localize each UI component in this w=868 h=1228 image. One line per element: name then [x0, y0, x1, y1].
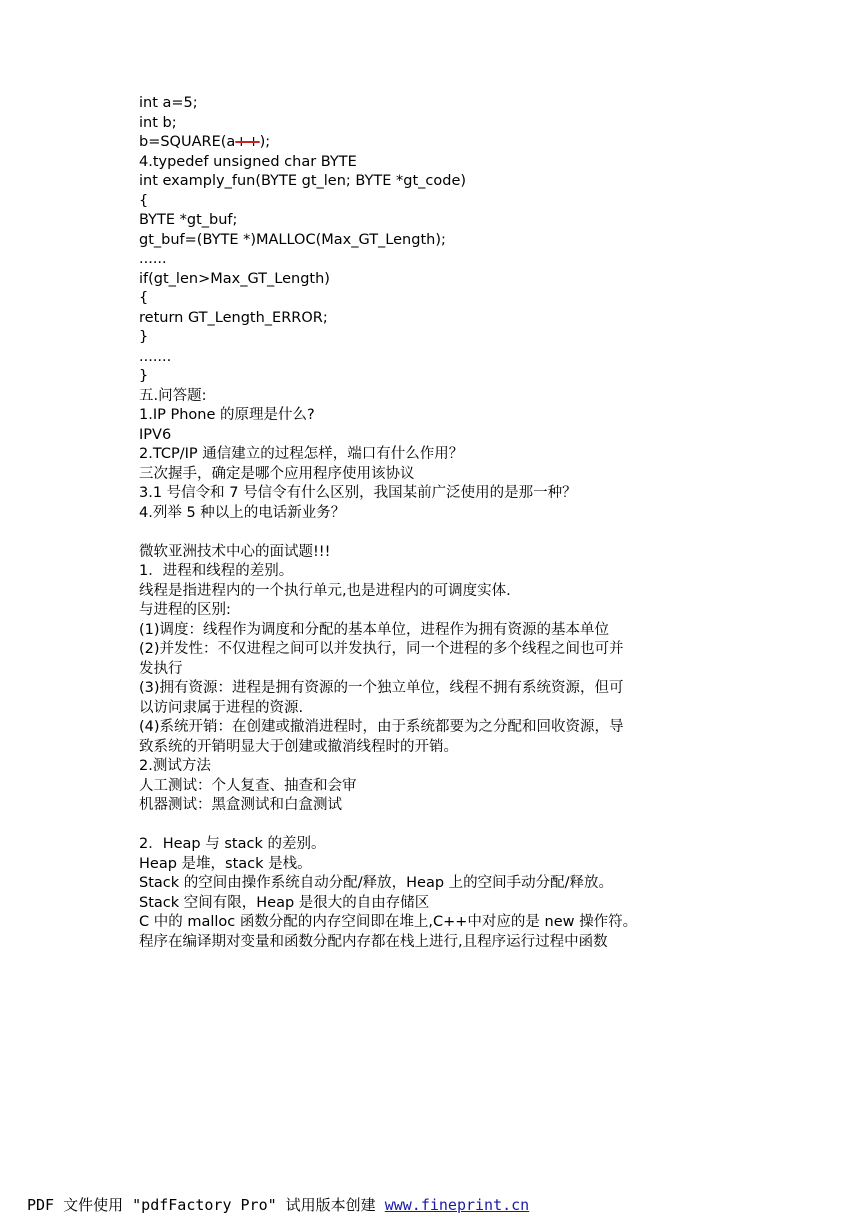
footer-text: PDF 文件使用 "pdfFactory Pro" 试用版本创建 [27, 1196, 385, 1214]
code-line: int examply_fun(BYTE gt_len; BYTE *gt_code) [139, 173, 467, 189]
question-line: 2．Heap 与 stack 的差别。 [139, 836, 326, 852]
text-line: 与进程的区别: [139, 602, 231, 618]
text-line: Stack 空间有限，Heap 是很大的自由存储区 [139, 894, 430, 911]
struck-out-increment: ++ [235, 134, 260, 150]
code-line: { [139, 192, 149, 209]
question-line: 4.列举 5 种以上的电话新业务？ [139, 504, 346, 521]
question-line: 1.IP Phone 的原理是什么? [139, 407, 315, 423]
text-line: 以访问隶属于进程的资源. [139, 699, 304, 716]
text-line: 致系统的开销明显大于创建或撤消线程时的开销。 [139, 738, 458, 755]
text-line: C 中的 malloc 函数分配的内存空间即在堆上,C++中对应的是 new 操作符。 [139, 914, 638, 930]
text-line: 发执行 [139, 660, 183, 677]
code-line-square-call [139, 133, 649, 153]
code-line: int a=5; [139, 95, 198, 111]
code-line: return GT_Length_ERROR; [139, 309, 328, 326]
answer-line: 三次握手，确定是哪个应用程序使用该协议 [139, 465, 415, 482]
blank-line [139, 523, 649, 543]
code-text: ); [259, 134, 271, 150]
question-line: 2.TCP/IP 通信建立的过程怎样，端口有什么作用？ [139, 446, 464, 462]
text-line: 人工测试：个人复查、抽查和会审 [139, 777, 357, 794]
text-line: (3)拥有资源：进程是拥有资源的一个独立单位，线程不拥有系统资源，但可 [139, 680, 624, 696]
section-heading: 五.问答题: [139, 387, 207, 404]
answer-line: IPV6 [139, 426, 172, 443]
code-line: int b; [139, 114, 177, 131]
code-line: ...... [139, 251, 167, 267]
question-line: 1．进程和线程的差别。 [139, 563, 294, 579]
text-line: Stack 的空间由操作系统自动分配/释放，Heap 上的空间手动分配/释放。 [139, 875, 614, 891]
question-line: 2.测试方法 [139, 758, 211, 774]
text-line: (2)并发性：不仅进程之间可以并发执行，同一个进程的多个线程之间也可并 [139, 641, 624, 657]
blank-line [139, 816, 649, 836]
text-line: 机器测试：黑盒测试和白盒测试 [139, 797, 342, 813]
question-line: 3.1 号信令和 7 号信令有什么区别，我国某前广泛使用的是那一种？ [139, 485, 577, 501]
code-line: BYTE *gt_buf; [139, 212, 238, 228]
text-line: (4)系统开销：在创建或撤消进程时，由于系统都要为之分配和回收资源，导 [139, 719, 624, 735]
code-line: } [139, 368, 149, 384]
text-line: 线程是指进程内的一个执行单元,也是进程内的可调度实体. [139, 582, 511, 599]
footer-link[interactable]: www.fineprint.cn [384, 1196, 530, 1214]
code-line: if(gt_len>Max_GT_Length) [139, 270, 330, 287]
document-body [139, 94, 649, 952]
code-line: } [139, 329, 149, 345]
section-heading: 微软亚洲技术中心的面试题!!! [139, 543, 331, 560]
code-line: 4.typedef unsigned char BYTE [139, 153, 357, 170]
text-line: 程序在编译期对变量和函数分配内存都在栈上进行,且程序运行过程中函数 [139, 933, 608, 950]
code-line: { [139, 290, 149, 306]
text-line: (1)调度：线程作为调度和分配的基本单位，进程作为拥有资源的基本单位 [139, 621, 610, 638]
code-line: gt_buf=(BYTE *)MALLOC(Max_GT_Length); [139, 231, 446, 248]
code-line: ....... [139, 348, 172, 365]
text-line: Heap 是堆，stack 是栈。 [139, 855, 312, 872]
code-text: b=SQUARE(a [139, 134, 236, 150]
pdf-footer [27, 1195, 529, 1215]
